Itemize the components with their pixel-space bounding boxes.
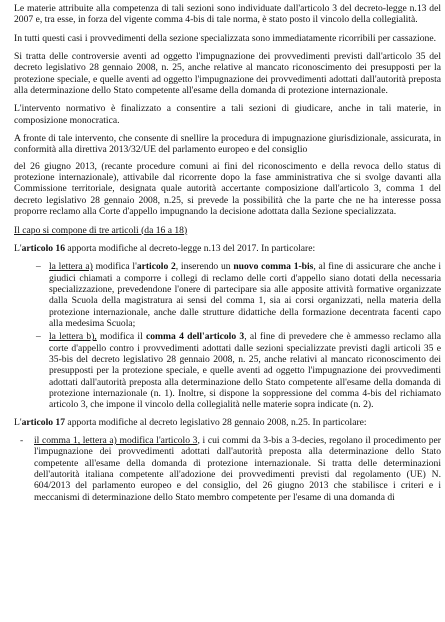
article-17-lead: L'articolo 17 apporta modifiche al decreto legislativo 28 gennaio 2008, n.25. In particolare: bbox=[14, 416, 367, 428]
article-16-list bbox=[14, 261, 441, 410]
paragraph-ricorribili: In tutti questi casi i provvedimenti della sezione specializzata sono immediatamente ricorribili per cassazione. bbox=[14, 32, 436, 44]
item-ref: il comma 1, lettera a) modifica l'articolo 3 bbox=[34, 435, 198, 446]
article-16-title: articolo 16 bbox=[21, 242, 66, 254]
dash-bullet: – bbox=[36, 331, 41, 343]
paragraph-collegialita: Le materie attribuite alla competenza di tali sezioni sono individuate dall'articolo 3 del decreto-legge n.13 del 2007 e, tra esse, in forza del vigente comma 4-bis di tale norma, è stato posto il vincolo della collegialità. bbox=[14, 3, 441, 26]
article-17-title: articolo 17 bbox=[21, 416, 66, 428]
paragraph-controversie: Si tratta delle controversie aventi ad oggetto l'impugnazione dei provvedimenti previsti dall'articolo 35 del decreto legislativo 28 gennaio 2008, n. 25, anche relative al mancato riconoscimento dei presupposti per la protezione speciale, e quelle aventi ad oggetto l'impugnazione dei provvedimenti adottati dall'autorità preposta alla determinazione dello Stato competente all'esame della domanda di protezione internazionale. bbox=[14, 51, 441, 97]
item-ref: la lettera a) bbox=[49, 261, 93, 273]
dash-bullet: – bbox=[36, 261, 41, 273]
paragraph-fronte-intervento: A fronte di tale intervento, che consente di snellire la procedura di impugnazione giurisdizionale, assicurata, in conformità alla direttiva 2013/32/UE del parlamento europeo e del consiglio bbox=[14, 133, 441, 156]
list-item: - il comma 1, lettera a) modifica l'articolo 3, i cui commi da 3-bis a 3-decies, regolano il procedimento per l'impugnazione dei provvedimenti adottati dall'autorità preposta alla determinazione dello Stato competente all'esame della domanda di protezione internazionale. Si tratta delle determinazioni dell'autorità italiana competente all'adozione dei provvedimenti previsti dal regolamento (UE) N. 604/2013 del parlamento europeo e del consiglio, del 26 giugno 2013 che stabilisce i criteri e i meccanismi di determinazione dello Stato membro competente per l'esame di una domanda di bbox=[20, 435, 441, 503]
article-16-lead: L'articolo 16 apporta modifiche al decreto-legge n.13 del 2017. In particolare: bbox=[14, 242, 316, 254]
list-item: – la lettera b), modifica il comma 4 dell'articolo 3, al fine di prevedere che è ammesso reclamo alla corte d'appello contro i provvedimenti adottati dalle sezioni specializzate previsti dagli articoli 35 e 35-bis del decreto legislativo 28 gennaio 2008, n. 25, anche relativi al mancato riconoscimento dei presupposti per la protezione speciale, e quelle aventi ad oggetto l'impugnazione dei provvedimenti adottati dall'autorità preposta alla determinazione dello Stato competente all'esame della domanda di protezione internazionale (n. 1). Inoltre, si dispone la soppressione del comma 4-bis del richiamato articolo 3, che impone il vincolo della collegialità nelle materie sopra indicate (n. 2). bbox=[36, 331, 442, 411]
paragraph-capo-articoli: Il capo si compone di tre articoli (da 16 a 18) bbox=[14, 224, 188, 236]
list-item: – la lettera a) modifica l'articolo 2, inserendo un nuovo comma 1-bis, al fine di assicurare che anche i giudici chiamati a comporre i collegi di reclamo delle corti d'appello siano dotati della necessaria specializzazione, prevedendone l'onere di partecipare sia alle apposite attività formative organizzate dalla Scuola della magistratura ai sensi del comma 1, sia ai corsi organizzati, nella materia della protezione internazionale, anche dalle strutture didattiche della formazione decentrata facenti capo alla medesima Scuola; bbox=[36, 261, 442, 329]
paragraph-intervento: L'intervento normativo è finalizzato a consentire a tali sezioni di giudicare, anche in tali materie, in composizione monocratica. bbox=[14, 103, 441, 126]
item-ref: la lettera b), bbox=[49, 331, 97, 343]
paragraph-procedura: del 26 giugno 2013, (recante procedure comuni ai fini del riconoscimento e della revoca dello status di protezione internazionale), attivabile dal ricorrente dopo la fase amministrativa che si svolge davanti alla Commissione territoriale, designata quale autorità accertante composizione dall'articolo 3, comma 1 del decreto legislativo 28 gennaio 2008, n.25, si prevede la possibilità che la parte che ne ha interesse possa proporre reclamo alla Corte d'appello impugnando la decisione adottata dalla Sezione specializzata. bbox=[14, 160, 441, 218]
article-17-list bbox=[14, 435, 441, 503]
hyphen-bullet: - bbox=[20, 435, 24, 446]
